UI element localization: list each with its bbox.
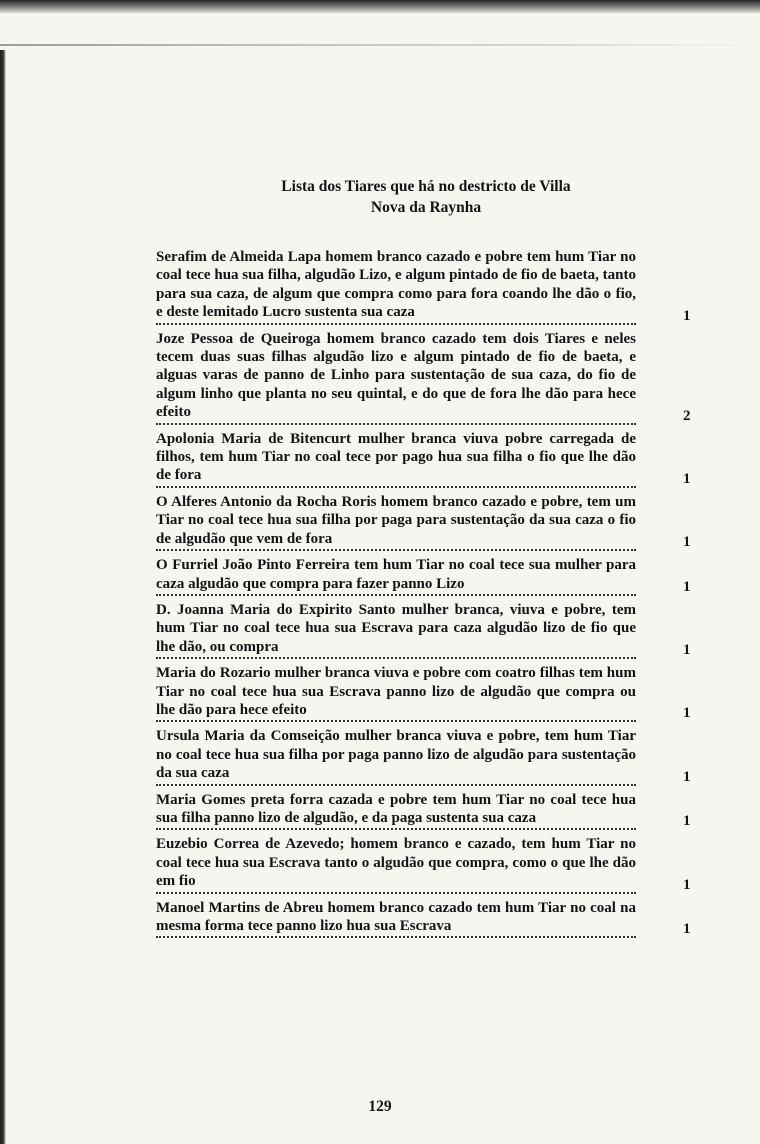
list-entry xyxy=(156,601,691,659)
entry-count: 1 xyxy=(683,921,691,938)
entry-count: 1 xyxy=(683,470,691,487)
entry-text: Serafim de Almeida Lapa homem branco cazado e pobre tem hum Tiar no coal tece hua sua filha, algudão Lizo, e algum pintado de fio de baeta, tanto para sua caza, de algum que compra como para fora coando lhe dão o fio, e deste lemitado Lucro sustenta sua caza xyxy=(156,248,636,325)
entry-count: 1 xyxy=(683,642,691,659)
list-entry xyxy=(156,899,691,939)
list-entry xyxy=(156,791,691,831)
scan-edge-left xyxy=(0,50,6,1144)
entry-count: 1 xyxy=(683,534,691,551)
entry-count: 1 xyxy=(683,705,691,722)
page-number: 129 xyxy=(368,1098,392,1115)
entry-count: 1 xyxy=(683,813,691,830)
entry-text: Manoel Martins de Abreu homem branco cazado tem hum Tiar no coal na mesma forma tece panno lizo hua sua Escrava xyxy=(156,899,636,939)
document-title xyxy=(150,176,702,218)
entry-text: Maria Gomes preta forra cazada e pobre tem hum Tiar no coal tece hua sua filha panno lizo de algudão, e da paga sustenta sua caza xyxy=(156,791,636,831)
list-entry xyxy=(156,664,691,722)
scan-edge-top xyxy=(0,0,760,14)
entry-list xyxy=(156,248,704,943)
entry-text: Maria do Rozario mulher branca viuva e pobre com coatro filhas tem hum Tiar no coal tece hua sua Escrava panno lizo de algudão que compra ou lhe dão para hece efeito xyxy=(156,664,636,722)
entry-text: Ursula Maria da Comseição mulher branca viuva e pobre, tem hum Tiar no coal tece hua sua filha por paga panno lizo de algudão para sustentação da sua caza xyxy=(156,727,636,785)
list-entry xyxy=(156,493,691,551)
entry-count: 2 xyxy=(683,407,691,424)
title-line-1: Lista dos Tiares que há no destricto de Villa xyxy=(281,178,571,195)
entry-text: Apolonia Maria de Bitencurt mulher branca viuva pobre carregada de filhos, tem hum Tiar no coal tece por pago hua sua filha o fio que lhe dão de fora xyxy=(156,430,636,488)
scan-page-fold xyxy=(0,44,760,46)
list-entry xyxy=(156,330,691,425)
entry-count: 1 xyxy=(683,578,691,595)
list-entry xyxy=(156,248,691,325)
entry-count: 1 xyxy=(683,307,691,324)
list-entry xyxy=(156,556,691,596)
title-line-2: Nova da Raynha xyxy=(370,199,482,216)
list-entry xyxy=(156,835,691,893)
entry-text: Euzebio Correa de Azevedo; homem branco e cazado, tem hum Tiar no coal tece hua sua Escrava tanto o algudão que compra, como o que lhe dão em fio xyxy=(156,835,636,893)
entry-count: 1 xyxy=(683,768,691,785)
entry-text: Joze Pessoa de Queiroga homem branco cazado tem dois Tiares e neles tecem duas suas filhas algudão lizo e algum pintado de fio de baeta, e alguas varas de panno de Linho para sustentação de sua caza, do fio de algum linho que planta no seu quintal, e do que de fora lhe dão para hece efeito xyxy=(156,330,636,425)
entry-text: D. Joanna Maria do Expirito Santo mulher branca, viuva e pobre, tem hum Tiar no coal tece hua sua Escrava para caza algudão lizo de fio que lhe dão, ou compra xyxy=(156,601,636,659)
entry-count: 1 xyxy=(683,876,691,893)
entry-text: O Furriel João Pinto Ferreira tem hum Tiar no coal tece sua mulher para caza algudão que compra para fazer panno Lizo xyxy=(156,556,636,596)
list-entry xyxy=(156,727,691,785)
entry-text: O Alferes Antonio da Rocha Roris homem branco cazado e pobre, tem um Tiar no coal tece hua sua filha por paga para sustentação da sua caza o fio de algudão que vem de fora xyxy=(156,493,636,551)
list-entry xyxy=(156,430,691,488)
